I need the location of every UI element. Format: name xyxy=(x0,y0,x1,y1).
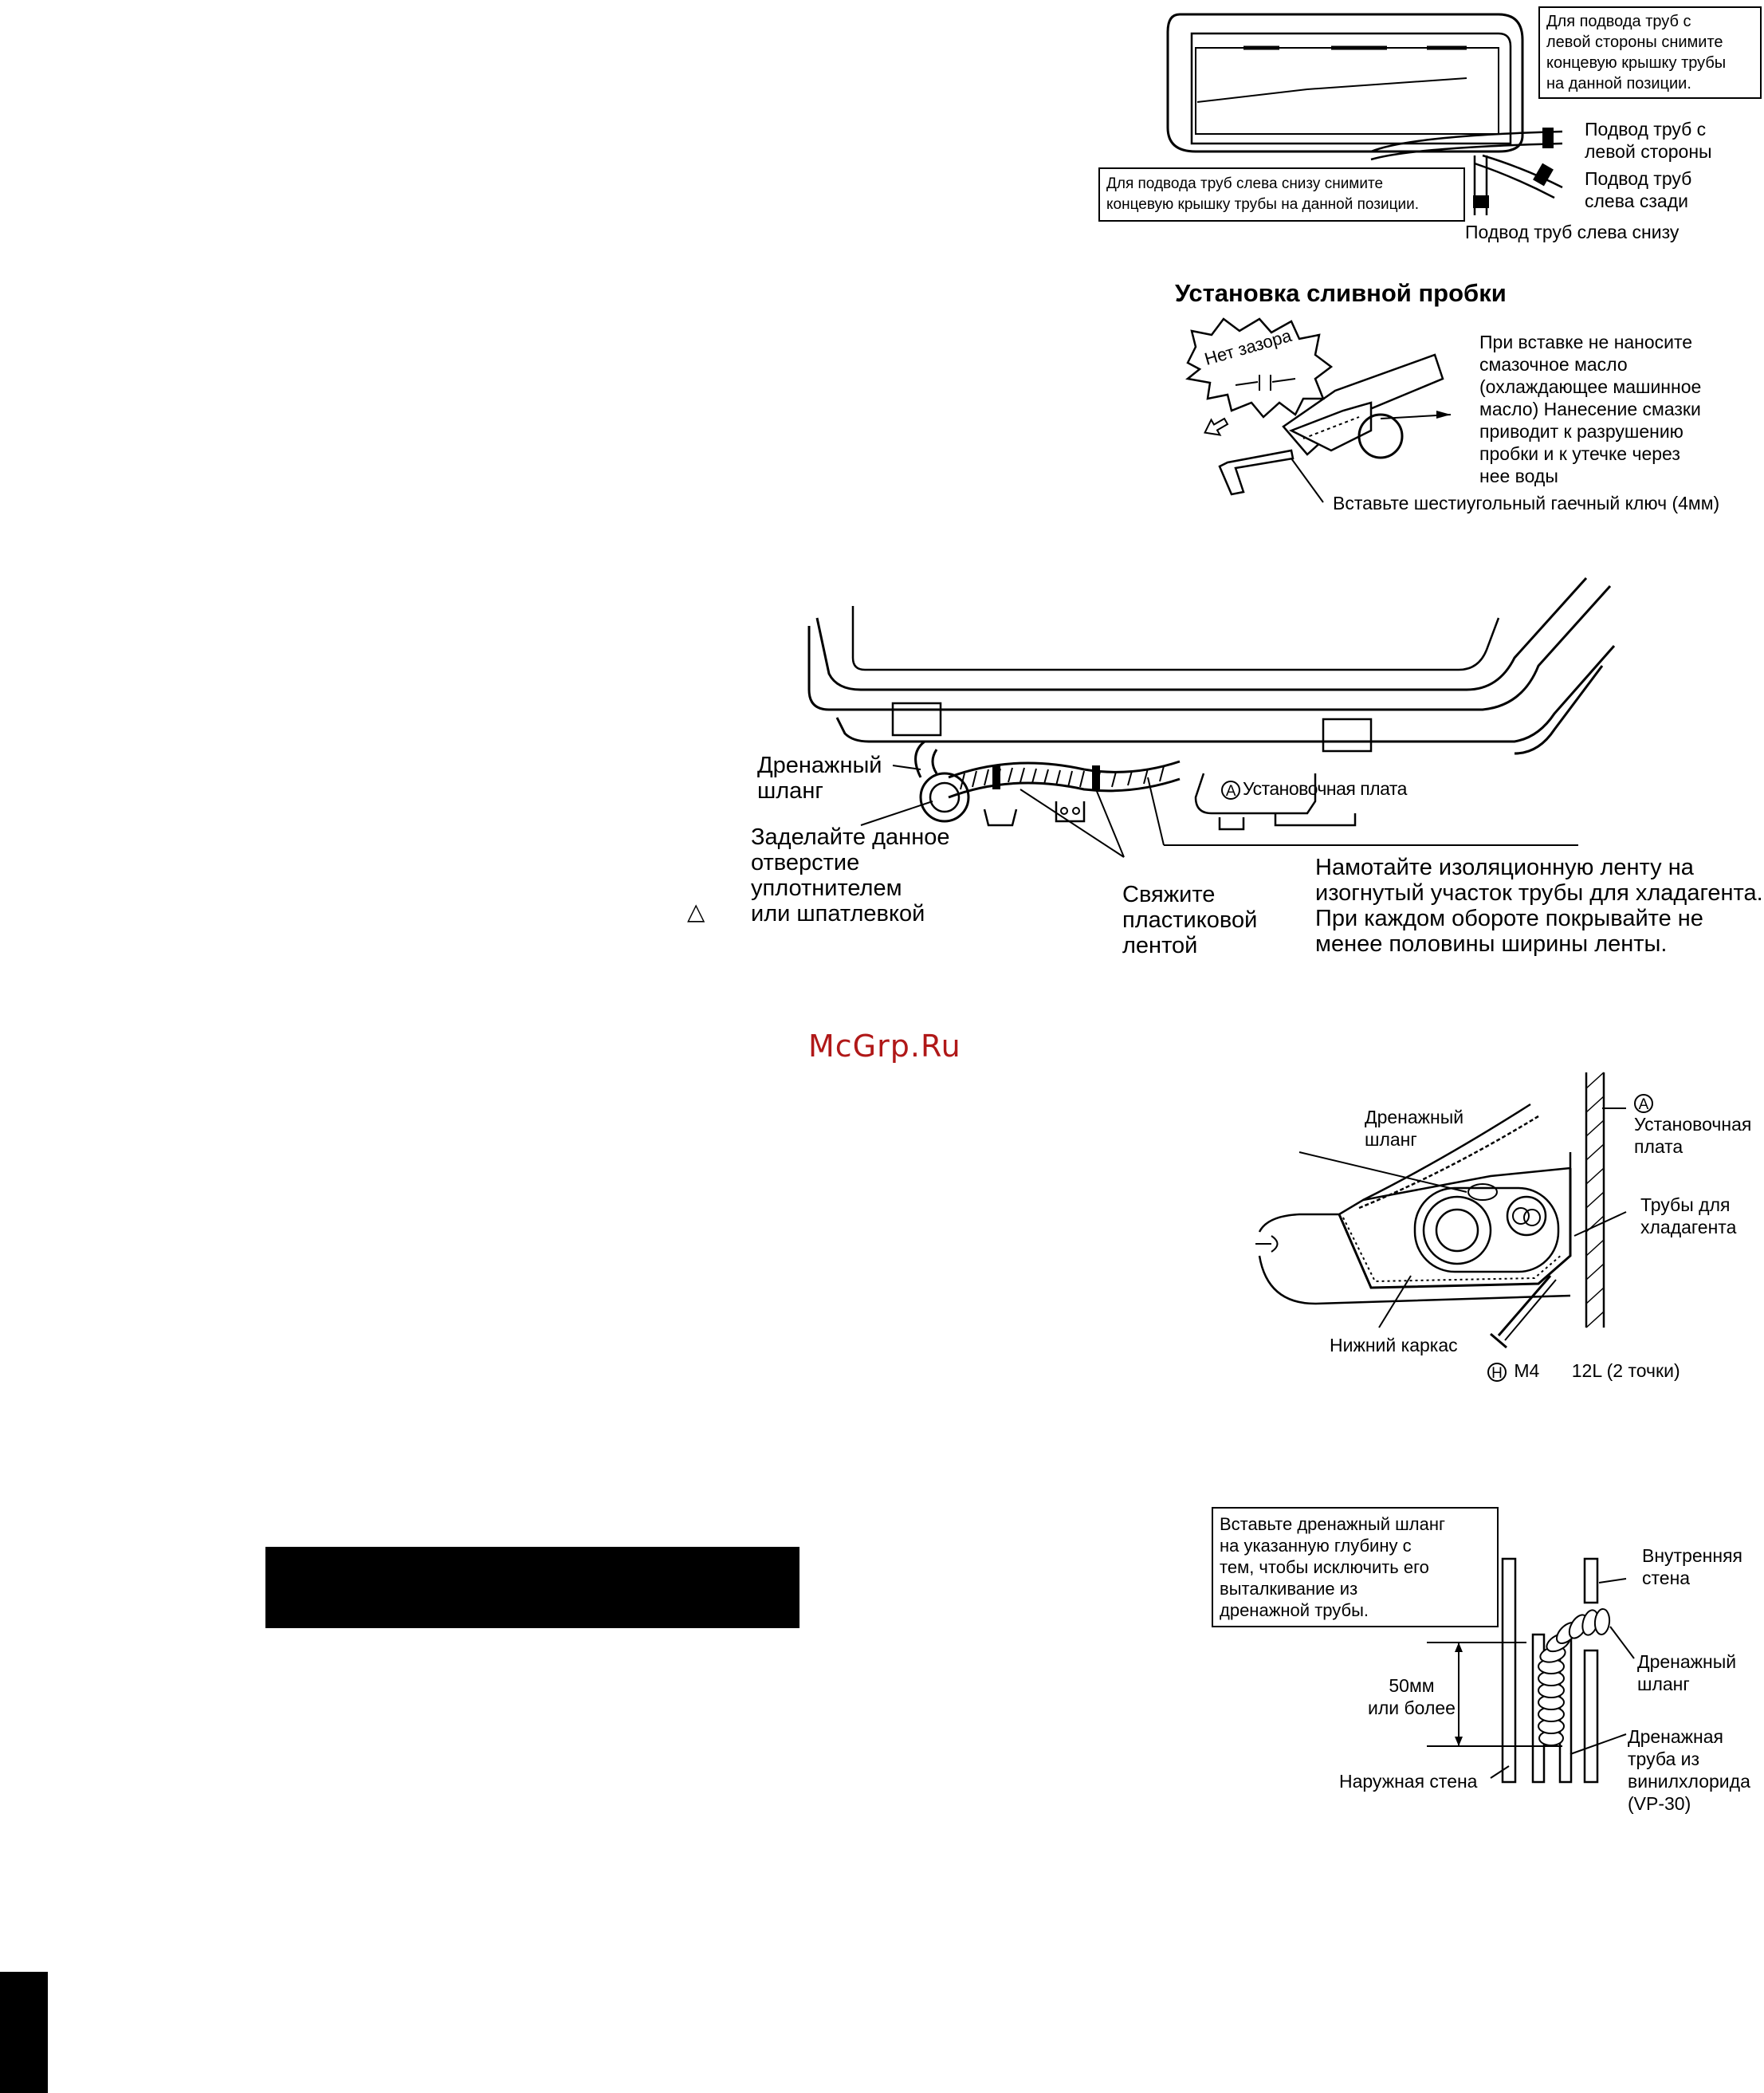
label-left-bottom: Подвод труб слева снизу xyxy=(1465,222,1680,242)
plate-mark: A xyxy=(1221,781,1240,800)
fig5-drain-hose: Дренажный шланг xyxy=(1637,1651,1737,1694)
black-corner-block xyxy=(0,1972,48,2093)
wrap-tape-label: Намотайте изоляционную ленту на изогнутый участок трубы для хладагента. При каждом обороте покрывайте не менее половины ширины ленты. xyxy=(1315,855,1763,957)
plate-text: Установочная плата xyxy=(1243,778,1407,799)
fig5-inner-wall: Внутренняя стена xyxy=(1642,1545,1742,1588)
fig5-pvc-pipe: Дренажная труба из винилхлорида (VP-30) xyxy=(1628,1726,1750,1814)
triangle-mark: △ xyxy=(687,899,705,925)
tie-tape-label: Свяжите пластиковой лентой xyxy=(1122,882,1258,958)
drain-hose-label: Дренажный шланг xyxy=(757,753,882,804)
drain-plug-title: Установка сливной пробки xyxy=(1175,279,1507,307)
mounting-plate-label xyxy=(1221,778,1407,800)
oil-warning: При вставке не наносите смазочное масло (охлаждающее машинное масло) Нанесение смазки приводит к разрушению пробки и к утечке через нее воды xyxy=(1479,332,1702,486)
note-left-bottom: Для подвода труб слева снизу снимите концевую крышку трубы на данной позиции. xyxy=(1098,167,1465,222)
note-left-side: Для подвода труб с левой стороны снимите концевую крышку трубы на данной позиции. xyxy=(1538,6,1762,99)
fig4-screw-label xyxy=(1487,1360,1680,1382)
fig5-outer-wall: Наружная стена xyxy=(1339,1771,1478,1792)
fig4-plate-text: Установочная плата xyxy=(1634,1114,1752,1157)
seal-hole-label: Заделайте данное отверстие уплотнителем или шпатлевкой xyxy=(751,824,950,927)
label-left-rear: Подвод труб слева сзади xyxy=(1585,168,1692,211)
fig4-screw-mark: H xyxy=(1487,1363,1507,1382)
watermark: McGrp.Ru xyxy=(808,1029,961,1064)
fig5-depth-label: 50мм или более xyxy=(1368,1675,1456,1718)
fig5-note: Вставьте дренажный шланг на указанную глубину с тем, чтобы исключить его выталкивание из дренажной трубы. xyxy=(1212,1507,1499,1627)
fig4-pipes-label: Трубы для хладагента xyxy=(1640,1194,1737,1237)
hex-key-label: Вставьте шестиугольный гаечный ключ (4мм) xyxy=(1333,493,1720,513)
fig4-plate-mark: A xyxy=(1634,1094,1653,1113)
label-left-side: Подвод труб с левой стороны xyxy=(1585,119,1712,162)
black-bar xyxy=(265,1547,799,1628)
fig4-mounting-plate xyxy=(1634,1094,1751,1158)
no-gap-label: Нет зазора xyxy=(1202,325,1295,369)
fig4-frame-label: Нижний каркас xyxy=(1330,1335,1458,1355)
fig4-screw-len: 12L (2 точки) xyxy=(1571,1360,1680,1381)
fig4-drain-hose-label: Дренажный шланг xyxy=(1365,1107,1464,1150)
fig4-screw-size: M4 xyxy=(1514,1360,1540,1381)
